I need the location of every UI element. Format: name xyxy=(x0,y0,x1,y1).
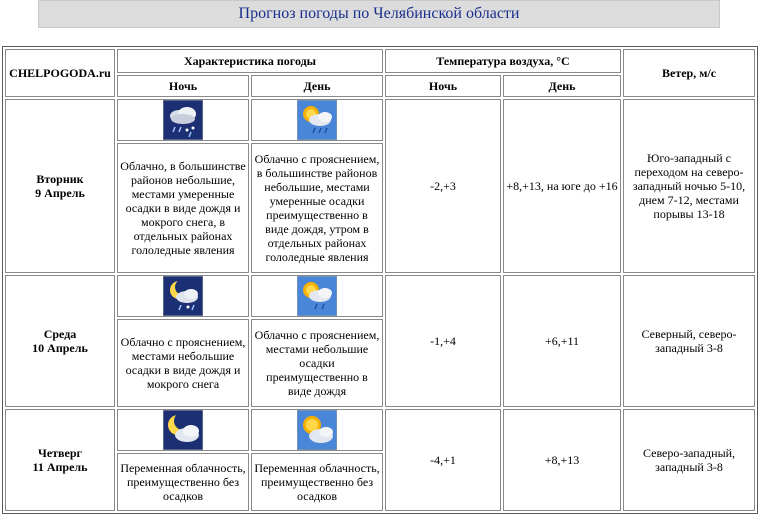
night-desc: Облачно с прояснением, местами небольшие осадки в виде дождя и мокрого снега xyxy=(117,319,249,407)
char-day-header: День xyxy=(251,75,383,97)
title-bar xyxy=(38,0,720,28)
moon-cloud-rain-snow-icon xyxy=(163,276,203,316)
temp-day: +8,+13 xyxy=(503,409,621,511)
air-temp-header: Температура воздуха, °C xyxy=(385,49,621,73)
sun-cloud-rain-icon xyxy=(297,276,337,316)
night-icon-cell xyxy=(117,409,249,451)
page-title: Прогноз погоды по Челябинской области xyxy=(238,5,520,22)
temp-day-header: День xyxy=(503,75,621,97)
day-icon-cell xyxy=(251,409,383,451)
wind: Юго-западный с переходом на северо-западный ночью 5-10, днем 7-12, местами порывы 13-18 xyxy=(623,99,755,273)
day-label xyxy=(5,409,115,511)
night-icon-cell xyxy=(117,99,249,141)
day-desc: Облачно с прояснением, в большинстве районов небольшие, местами умеренные осадки преимущественно в виде дождя, утром в отдельных районах гололедные явления xyxy=(251,143,383,273)
night-desc: Переменная облачность, преимущественно без осадков xyxy=(117,453,249,511)
wind: Северо-западный, западный 3-8 xyxy=(623,409,755,511)
date: 11 Апрель xyxy=(32,460,88,474)
moon-cloud-icon xyxy=(163,410,203,450)
weekday: Четверг xyxy=(38,446,82,460)
temp-night-header: Ночь xyxy=(385,75,501,97)
weather-char-header: Характеристика погоды xyxy=(117,49,383,73)
day-icon-cell xyxy=(251,99,383,141)
night-cloud-rain-snow-icon xyxy=(163,100,203,140)
day-desc: Переменная облачность, преимущественно без осадков xyxy=(251,453,383,511)
day-label xyxy=(5,275,115,407)
night-icon-cell xyxy=(117,275,249,317)
temp-night: -2,+3 xyxy=(385,99,501,273)
sun-cloud-rain-icon xyxy=(297,100,337,140)
char-night-header: Ночь xyxy=(117,75,249,97)
weekday: Вторник xyxy=(36,172,84,186)
day-label xyxy=(5,99,115,273)
wind: Северный, северо-западный 3-8 xyxy=(623,275,755,407)
wind-header: Ветер, м/с xyxy=(623,49,755,97)
forecast-table xyxy=(2,46,758,514)
temp-day: +6,+11 xyxy=(503,275,621,407)
site-name: CHELPOGODA.ru xyxy=(5,49,115,97)
temp-night: -1,+4 xyxy=(385,275,501,407)
sun-cloud-icon xyxy=(297,410,337,450)
date: 9 Апрель xyxy=(35,186,85,200)
weekday: Среда xyxy=(43,327,77,341)
date: 10 Апрель xyxy=(32,341,88,355)
temp-night: -4,+1 xyxy=(385,409,501,511)
temp-day: +8,+13, на юге до +16 xyxy=(503,99,621,273)
day-desc: Облачно с прояснением, местами небольшие осадки преимущественно в виде дождя xyxy=(251,319,383,407)
night-desc: Облачно, в большинстве районов небольшие, местами умеренные осадки в виде дождя и мокрого снега, в отдельных районах гололедные явления xyxy=(117,143,249,273)
day-icon-cell xyxy=(251,275,383,317)
